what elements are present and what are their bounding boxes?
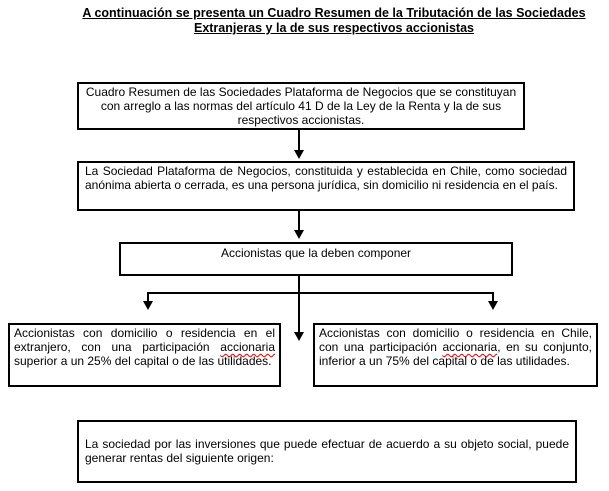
arrow-down-2 bbox=[294, 230, 304, 239]
foreign-shareholders-box bbox=[8, 323, 281, 387]
foreign-shareholders-text-2: superior a un 25% del capital o de las utilidades. bbox=[14, 354, 272, 368]
summary-box-text: Cuadro Resumen de las Sociedades Plataforma de Negocios que se constituyan con arreglo a las normas del artículo 41 D de la Ley de la Renta y la de sus respectivos accionistas. bbox=[85, 85, 517, 127]
income-origin-text: La sociedad por las inversiones que puede efectuar de acuerdo a su objeto social, puede generar rentas del siguiente origen: bbox=[85, 437, 569, 465]
arrow-down-left bbox=[143, 301, 153, 310]
connector-line-2 bbox=[298, 211, 300, 231]
company-box bbox=[77, 161, 575, 211]
chilean-shareholders-text-1: Accionistas con domicilio o residencia en Chile, con una participación bbox=[319, 326, 592, 354]
arrow-down-1 bbox=[294, 150, 304, 159]
connector-horizontal bbox=[147, 292, 494, 294]
page-title bbox=[60, 6, 608, 36]
chilean-shareholders-box bbox=[313, 323, 598, 387]
shareholders-box-text: Accionistas que la deben componer bbox=[220, 246, 412, 260]
connector-line-1 bbox=[298, 130, 300, 151]
title-line-2: Extranjeras y la de sus respectivos accionistas bbox=[193, 21, 474, 35]
foreign-shareholders-text-1: Accionistas con domicilio o residencia en el extranjero, con una participación bbox=[14, 326, 275, 354]
title-line-1: A continuación se presenta un Cuadro Resumen de la Tributación de las Sociedades bbox=[82, 6, 586, 20]
shareholders-box bbox=[119, 242, 513, 276]
connector-trunk bbox=[298, 276, 300, 333]
income-origin-box bbox=[77, 420, 577, 483]
arrow-down-center bbox=[294, 332, 304, 341]
summary-box bbox=[77, 82, 525, 130]
chilean-shareholders-word: accionaria bbox=[442, 340, 498, 354]
foreign-shareholders-word: accionaria bbox=[220, 340, 275, 354]
arrow-down-right bbox=[488, 301, 498, 310]
chilean-shareholders-text-2: , en su conjunto, inferior a un 75% del capital o de las utilidades. bbox=[319, 340, 592, 368]
company-box-text: La Sociedad Plataforma de Negocios, constituida y establecida en Chile, como sociedad anónima abierta o cerrada, es una persona jurídica, sin domicilio ni residencia en el país. bbox=[85, 164, 567, 192]
